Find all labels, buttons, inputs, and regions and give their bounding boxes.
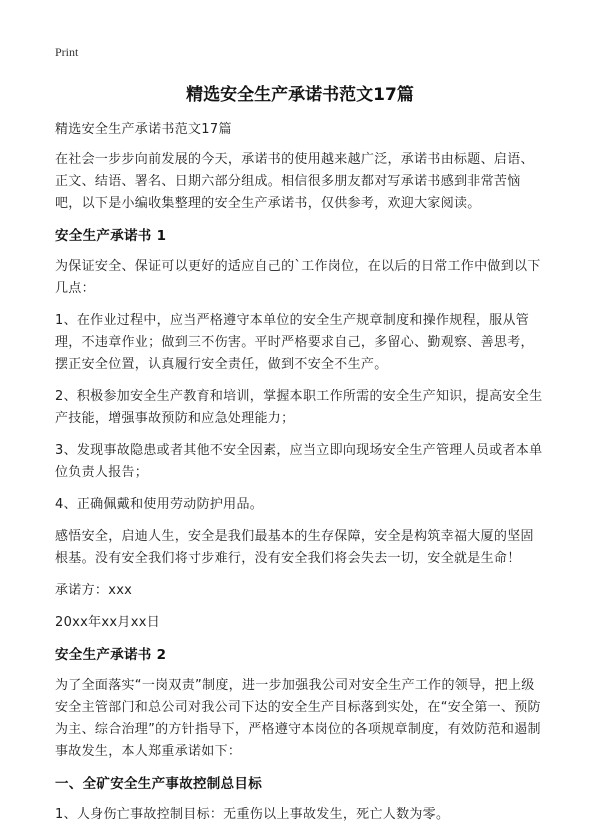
section2-item-1: 1、人身伤亡事故控制目标：无重伤以上事故发生，死亡人数为零。 <box>55 807 450 822</box>
print-link[interactable]: Print <box>55 45 79 59</box>
section1-item-1: 1、在作业过程中，应当严格遵守本单位的安全生产规章制度和操作规程，服从管理，不违章作业；做到三不伤害。平时严格要求自己，多留心、勤观察、善思考，摆正安全位置，认真履行安全责任，做到不安全不生产。 <box>55 313 534 372</box>
intro-paragraph: 在社会一步步向前发展的今天，承诺书的使用越来越广泛，承诺书由标题、启语、正文、结语、署名、日期六部分组成。相信很多朋友都对写承诺书感到非常苦恼吧，以下是小编收集整理的安全生产承诺书，仅供参考，欢迎大家阅读。 <box>55 152 534 211</box>
section1-item-2: 2、积极参加安全生产教育和培训，掌握本职工作所需的安全生产知识，提高安全生产技能，增强事故预防和应急处理能力； <box>55 389 543 426</box>
section-heading-1: 安全生产承诺书 1 <box>55 228 167 244</box>
section-heading-2: 安全生产承诺书 2 <box>55 647 167 663</box>
document-subtitle: 精选安全生产承诺书范文17篇 <box>55 122 232 137</box>
section2-subheading: 一、全矿安全生产事故控制总目标 <box>55 776 262 792</box>
document-title: 精选安全生产承诺书范文17篇 <box>186 85 414 105</box>
section1-item-4: 4、正确佩戴和使用劳动防护用品。 <box>55 497 264 512</box>
section1-closing: 感悟安全，启迪人生，安全是我们最基本的生存保障，安全是构筑幸福大厦的坚固根基。没有安全我们将寸步难行，没有安全我们将会失去一切，安全就是生命！ <box>55 529 534 566</box>
date-line: 20xx年xx月xx日 <box>55 615 161 630</box>
document-body <box>55 119 547 836</box>
section1-item-3: 3、发现事故隐患或者其他不安全因素，应当立即向现场安全生产管理人员或者本单位负责人报告； <box>55 443 543 480</box>
section2-lead: 为了全面落实“一岗双责”制度，进一步加强我公司对安全生产工作的领导，把上级安全主管部门和总公司对我公司下达的安全生产目标落到实处，在“安全第一、预防为主、综合治理”的方针指导下，严格遵守本岗位的各项规章制度，有效防范和遏制事故发生，本人郑重承诺如下： <box>55 678 541 759</box>
section1-lead: 为保证安全、保证可以更好的适应自己的`工作岗位，在以后的日常工作中做到以下几点： <box>55 259 541 296</box>
signer-line: 承诺方：xxx <box>55 583 133 598</box>
